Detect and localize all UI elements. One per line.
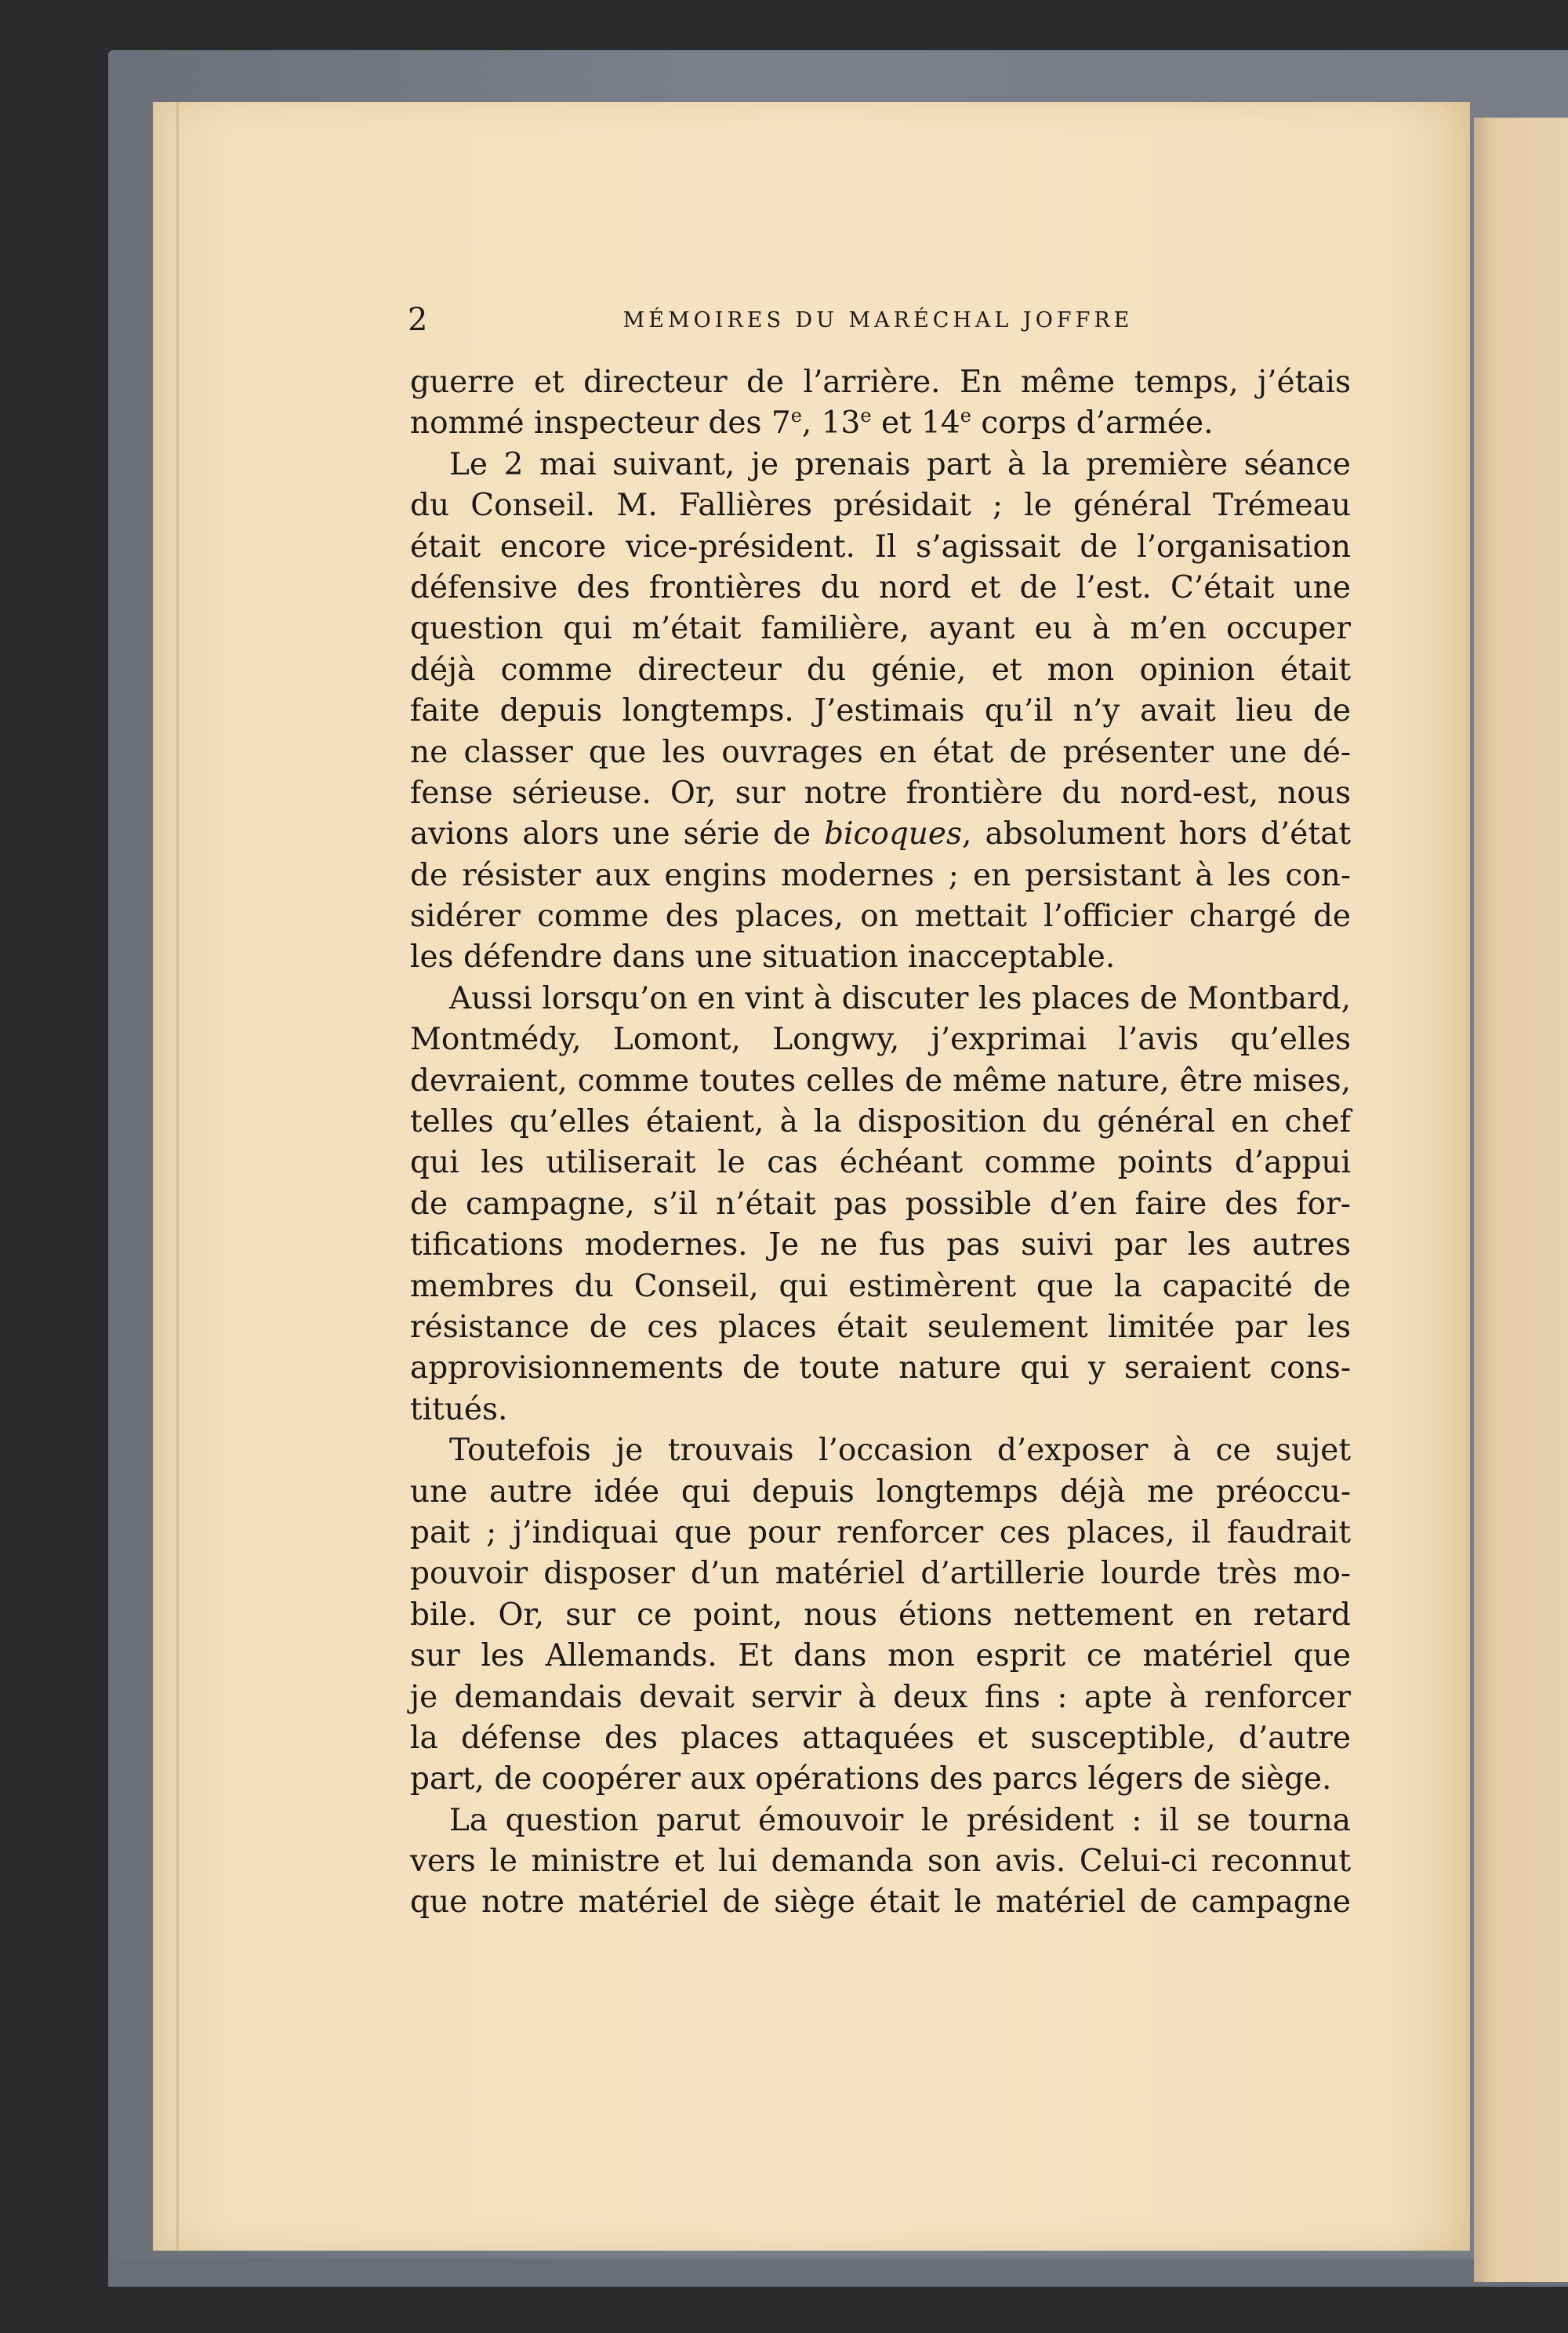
text-line: que notre matériel de siège était le matériel de campagne bbox=[410, 1884, 1351, 1921]
text-line: je demandais devait servir à deux fins : apte à renforcer bbox=[410, 1679, 1351, 1715]
text-line: qui les utiliserait le cas échéant comme points d’appui bbox=[410, 1145, 1351, 1181]
text-line: approvisionnements de toute nature qui y seraient cons- bbox=[410, 1350, 1351, 1386]
running-title: MÉMOIRES DU MARÉCHAL JOFFRE bbox=[622, 308, 1134, 333]
text-line: Toutefois je trouvais l’occasion d’exposer à ce sujet bbox=[449, 1433, 1351, 1469]
text-line: sur les Allemands. Et dans mon esprit ce matériel que bbox=[410, 1638, 1351, 1674]
body-text bbox=[410, 362, 1351, 1924]
text-line: de campagne, s’il n’était pas possible d’en faire des for- bbox=[410, 1186, 1351, 1222]
text-line: était encore vice-président. Il s’agissait de l’organisation bbox=[410, 529, 1351, 565]
text-line: membres du Conseil, qui estimèrent que la capacité de bbox=[410, 1268, 1351, 1304]
page-header bbox=[408, 304, 1348, 336]
text-line: une autre idée qui depuis longtemps déjà me préoccu- bbox=[410, 1474, 1351, 1510]
text-line: titués. bbox=[410, 1391, 508, 1427]
text-line: avions alors une série de bicoques, absolument hors d’état bbox=[410, 816, 1351, 852]
text-line: Le 2 mai suivant, je prenais part à la première séance bbox=[449, 446, 1351, 482]
text-line: Aussi lorsqu’on en vint à discuter les places de Montbard, bbox=[449, 980, 1351, 1016]
adjacent-page-edge bbox=[1474, 118, 1568, 2282]
text-line: devraient, comme toutes celles de même nature, être mises, bbox=[410, 1063, 1351, 1099]
text-line: question qui m’était familière, ayant eu à m’en occuper bbox=[410, 611, 1351, 647]
text-line: part, de coopérer aux opérations des parcs légers de siège. bbox=[410, 1761, 1332, 1797]
text-line: nommé inspecteur des 7e, 13e et 14e corps d’armée. bbox=[410, 405, 1214, 442]
text-line: sidérer comme des places, on mettait l’officier chargé de bbox=[410, 899, 1351, 935]
text-line: de résister aux engins modernes ; en persistant à les con- bbox=[410, 857, 1351, 893]
page-number: 2 bbox=[408, 302, 428, 338]
text-line: guerre et directeur de l’arrière. En même temps, j’étais bbox=[410, 365, 1351, 400]
text-line: ne classer que les ouvrages en état de présenter une dé- bbox=[410, 734, 1351, 770]
text-line: défensive des frontières du nord et de l’est. C’était une bbox=[410, 569, 1351, 605]
text-line: déjà comme directeur du génie, et mon opinion était bbox=[410, 652, 1351, 688]
text-line: fense sérieuse. Or, sur notre frontière du nord-est, nous bbox=[410, 775, 1351, 811]
book-cover-bottom-edge bbox=[108, 2259, 1568, 2287]
text-line: du Conseil. M. Fallières présidait ; le général Trémeau bbox=[410, 488, 1351, 524]
text-line: La question parut émouvoir le président : il se tourna bbox=[449, 1802, 1351, 1838]
text-line: vers le ministre et lui demanda son avis. Celui-ci reconnut bbox=[410, 1844, 1351, 1880]
text-line: bile. Or, sur ce point, nous étions nettement en retard bbox=[410, 1597, 1351, 1633]
text-line: tifications modernes. Je ne fus pas suivi par les autres bbox=[410, 1227, 1351, 1263]
text-line: les défendre dans une situation inacceptable. bbox=[410, 939, 1116, 976]
text-line: faite depuis longtemps. J’estimais qu’il n’y avait lieu de bbox=[410, 693, 1351, 729]
text-line: la défense des places attaquées et susceptible, d’autre bbox=[410, 1720, 1351, 1756]
text-line: résistance de ces places était seulement limitée par les bbox=[410, 1309, 1351, 1345]
page-fold-line bbox=[176, 102, 179, 2251]
text-line: telles qu’elles étaient, à la disposition du général en chef bbox=[410, 1104, 1351, 1140]
text-line: pouvoir disposer d’un matériel d’artillerie lourde très mo- bbox=[410, 1556, 1351, 1592]
text-line: pait ; j’indiquai que pour renforcer ces places, il faudrait bbox=[410, 1514, 1351, 1550]
text-line: Montmédy, Lomont, Longwy, j’exprimai l’avis qu’elles bbox=[410, 1022, 1351, 1058]
